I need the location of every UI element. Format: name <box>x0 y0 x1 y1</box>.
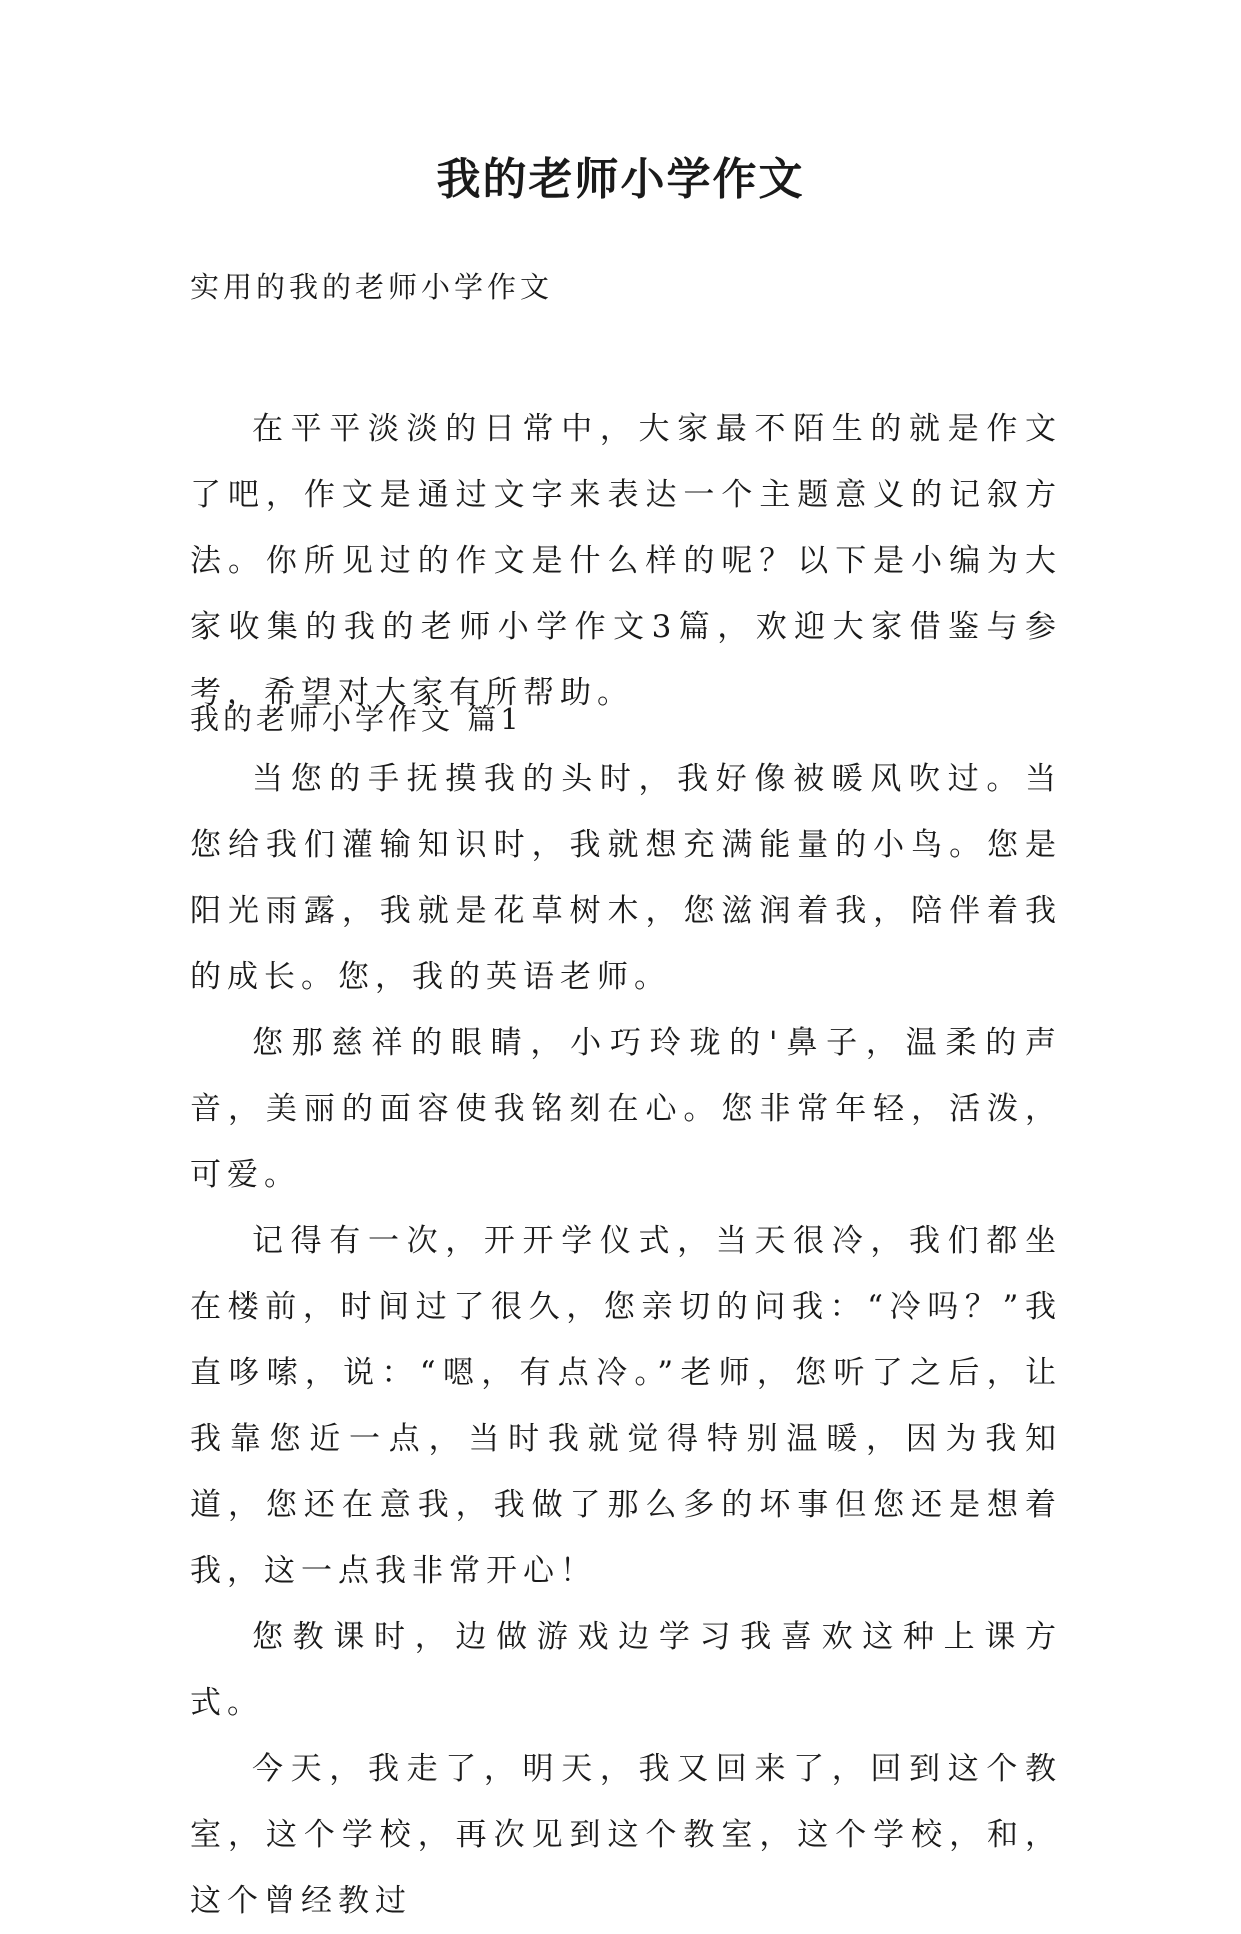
essay-paragraph-3: 记得有一次，开开学仪式，当天很冷，我们都坐在楼前，时间过了很久，您亲切的问我：“冷吗？”我直哆嗦，说：“嗯，有点冷。”老师，您听了之后，让我靠您近一点，当时我就觉得特别温暖，因为我知道，您还在意我，我做了那么多的坏事但您还是想着我，这一点我非常开心！ <box>190 1223 1062 1589</box>
section-heading: 我的老师小学作文 篇1 <box>190 702 523 736</box>
essay-paragraph-2: 您那慈祥的眼睛，小巧玲珑的'鼻子，温柔的声音，美丽的面容使我铭刻在心。您非常年轻，活泼，可爱。 <box>190 1025 1062 1193</box>
intro-paragraph: 在平平淡淡的日常中，大家最不陌生的就是作文了吧，作文是通过文字来表达一个主题意义的记叙方法。你所见过的作文是什么样的呢？以下是小编为大家收集的我的老师小学作文3篇，欢迎大家借鉴与参考，希望对大家有所帮助。 <box>190 411 1062 711</box>
essay-paragraph-4: 您教课时，边做游戏边学习我喜欢这种上课方式。 <box>190 1619 1062 1721</box>
essay-body <box>190 746 1062 1934</box>
document-title: 我的老师小学作文 <box>436 154 805 205</box>
essay-paragraph-5: 今天，我走了，明天，我又回来了，回到这个教室，这个学校，再次见到这个教室，这个学校，和，这个曾经教过 <box>190 1751 1062 1919</box>
document-subtitle: 实用的我的老师小学作文 <box>190 270 554 304</box>
intro-block <box>190 396 1062 726</box>
essay-paragraph-1: 当您的手抚摸我的头时，我好像被暖风吹过。当您给我们灌输知识时，我就想充满能量的小鸟。您是阳光雨露，我就是花草树木，您滋润着我，陪伴着我的成长。您，我的英语老师。 <box>190 761 1062 995</box>
